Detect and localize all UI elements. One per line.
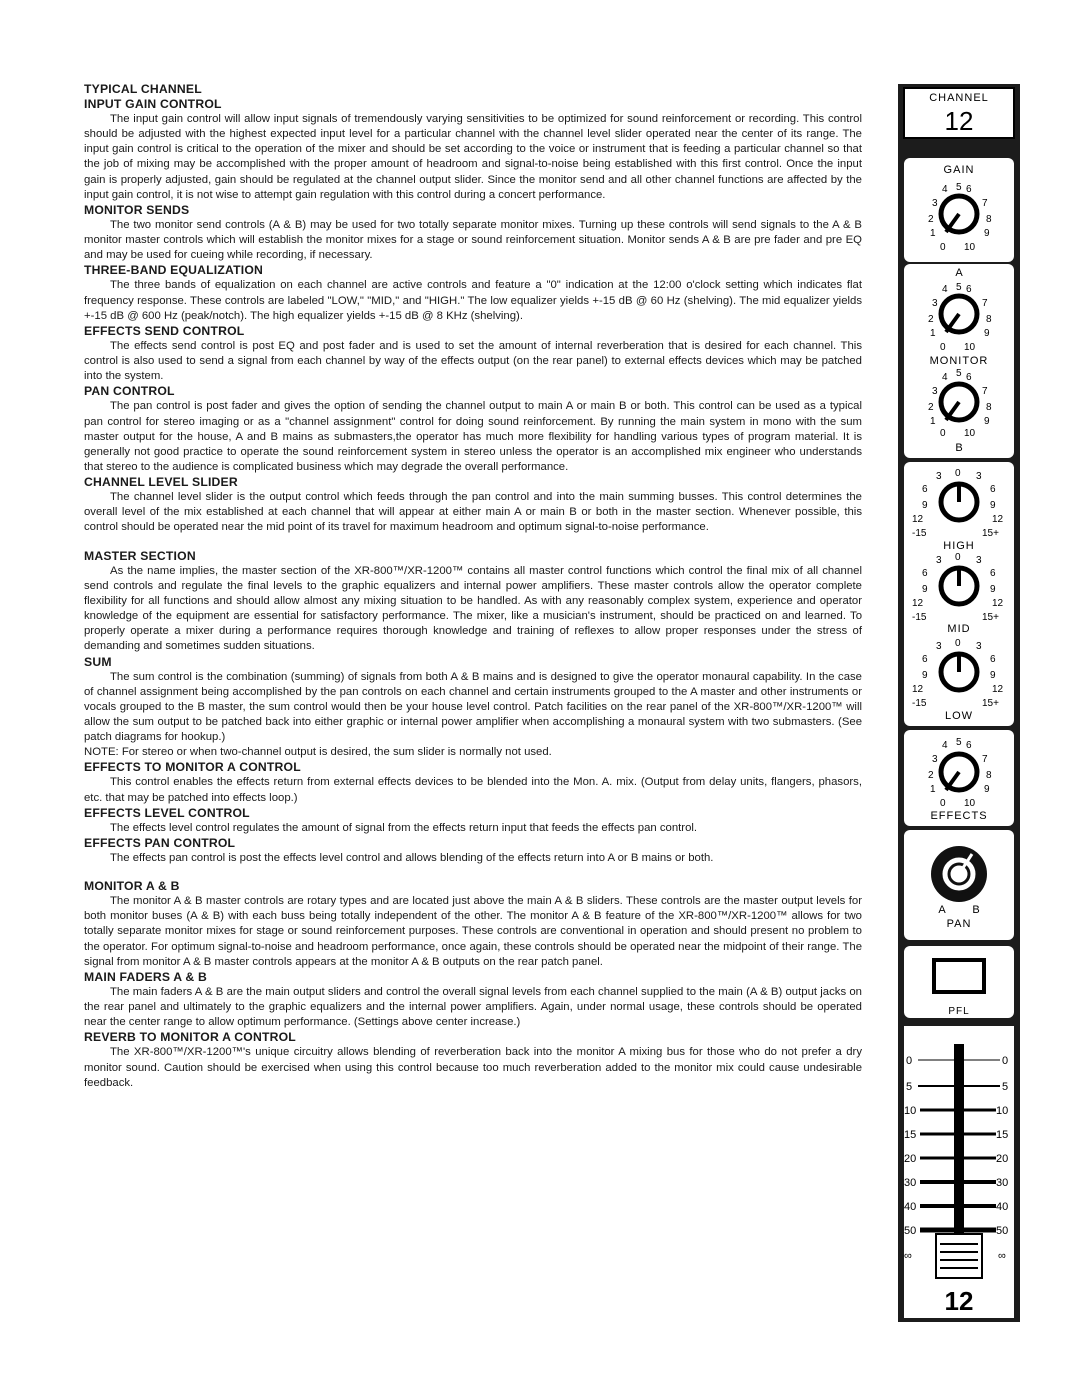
fader-cap [936, 1234, 982, 1278]
svg-text:3: 3 [936, 471, 942, 482]
svg-text:8: 8 [986, 314, 992, 325]
svg-text:4: 4 [942, 372, 948, 383]
section-heading: MONITOR SENDS [84, 202, 190, 217]
pfl-button [934, 960, 984, 992]
master-section [84, 549, 862, 867]
svg-text:20: 20 [904, 1153, 917, 1165]
svg-text:9: 9 [984, 784, 990, 795]
svg-text:6: 6 [922, 568, 928, 579]
svg-text:3: 3 [976, 471, 982, 482]
section-body: The monitor A & B master controls are rotary types and are located just above the main A & B sliders. These controls are the master output levels for both monitor buses (A & B) with each buss being totally independent of the other. The monitor A & B feature of the XR-800™/XR-1200™ allows for two totally separate monitor mixes for stage or sound reinforcement purposes. These controls are conventional in operation and should present no problem to the operator. For optimum signal-to-noise and headroom performance, once again, these controls should be operated near the midpoint of their range. The signal from monitor A & B master controls appears at the monitor A & B outputs on the rear patch panel. [84, 895, 862, 968]
section-heading: EFFECTS PAN CONTROL [84, 835, 236, 850]
svg-text:15: 15 [996, 1129, 1009, 1141]
svg-text:15+: 15+ [982, 528, 999, 539]
svg-text:12: 12 [992, 514, 1004, 525]
svg-text:12: 12 [912, 598, 924, 609]
svg-text:5: 5 [956, 737, 962, 748]
svg-text:3: 3 [976, 555, 982, 566]
svg-text:3: 3 [932, 386, 938, 397]
section-heading: SUM [84, 654, 112, 669]
section-body: The pan control is post fader and gives the option of sending the channel output to main A or main B or both. This control can be used as a typical pan control for stereo imaging or as a "channel assignment" control for doing sound reinforcement. By running the main system in mono with the sum master output for the house, A and B mains as submasters,the operator has much more flexibility for handling various types of program material. It is generally not good practice to operate the sound reinforcement system in stereo unless the operator is an accomplished mix engineer who understands that stereo to the audience is complicated business which may degrade the overall performance. [84, 400, 862, 473]
section-heading: EFFECTS LEVEL CONTROL [84, 805, 250, 820]
svg-text:10: 10 [964, 342, 976, 353]
svg-text:5: 5 [1002, 1081, 1009, 1093]
svg-text:0: 0 [940, 798, 946, 809]
svg-text:6: 6 [990, 654, 996, 665]
svg-text:3: 3 [976, 641, 982, 652]
svg-text:10: 10 [904, 1105, 917, 1117]
channel-number: 12 [944, 106, 974, 136]
svg-text:40: 40 [996, 1201, 1009, 1213]
svg-text:3: 3 [932, 198, 938, 209]
svg-text:50: 50 [996, 1225, 1009, 1237]
section-body: This control enables the effects return from external effects devices to be blended into the Mon. A. mix. (Output from delay units, flangers, phasors, etc. that may be patched into effects loop.) [84, 776, 862, 804]
svg-text:6: 6 [966, 284, 972, 295]
svg-text:1: 1 [930, 228, 936, 239]
section-heading: THREE-BAND EQUALIZATION [84, 263, 264, 278]
svg-text:0: 0 [940, 342, 946, 353]
bottom-channel-number: 12 [944, 1286, 974, 1316]
svg-text:-15: -15 [912, 528, 927, 539]
svg-text:15: 15 [904, 1129, 917, 1141]
svg-text:5: 5 [956, 282, 962, 293]
svg-text:40: 40 [904, 1201, 917, 1213]
svg-text:10: 10 [964, 428, 976, 439]
monitor-label: MONITOR [929, 355, 989, 367]
svg-text:10: 10 [996, 1105, 1009, 1117]
section-body: The effects send control is post EQ and post fader and is used to set the amount of internal reverberation that is desired for each channel. This control is also used to send a signal from each channel by way of the effects output (on the rear panel) to external effects devices which may be patched into the system. [84, 339, 862, 383]
section-heading: CHANNEL LEVEL SLIDER [84, 475, 238, 490]
svg-text:30: 30 [996, 1177, 1009, 1189]
svg-text:6: 6 [990, 568, 996, 579]
svg-text:3: 3 [936, 641, 942, 652]
svg-text:9: 9 [984, 416, 990, 427]
svg-text:2: 2 [928, 314, 934, 325]
section-heading: TYPICAL CHANNEL [84, 82, 202, 96]
svg-text:6: 6 [966, 184, 972, 195]
svg-text:5: 5 [956, 182, 962, 193]
low-label: LOW [944, 710, 974, 722]
section-heading: MONITOR A & B [84, 879, 180, 894]
svg-text:6: 6 [966, 740, 972, 751]
svg-text:10: 10 [964, 798, 976, 809]
svg-text:9: 9 [922, 584, 928, 595]
svg-text:1: 1 [930, 784, 936, 795]
section-note: NOTE: For stereo or when two-channel output is desired, the sum slider is normally not used. [84, 746, 552, 759]
channel-strip-svg [898, 84, 1020, 1322]
svg-text:0: 0 [955, 468, 961, 479]
svg-text:∞: ∞ [904, 1250, 912, 1262]
svg-text:4: 4 [942, 284, 948, 295]
svg-text:0: 0 [940, 428, 946, 439]
svg-text:-15: -15 [912, 612, 927, 623]
svg-text:7: 7 [982, 198, 988, 209]
svg-text:12: 12 [992, 684, 1004, 695]
svg-text:30: 30 [904, 1177, 917, 1189]
svg-text:0: 0 [906, 1055, 913, 1067]
svg-text:9: 9 [984, 228, 990, 239]
svg-text:15+: 15+ [982, 698, 999, 709]
svg-text:0: 0 [940, 242, 946, 253]
svg-text:9: 9 [922, 670, 928, 681]
svg-text:3: 3 [932, 754, 938, 765]
svg-text:8: 8 [986, 402, 992, 413]
high-label: HIGH [943, 540, 975, 552]
svg-text:3: 3 [936, 555, 942, 566]
svg-text:3: 3 [932, 298, 938, 309]
fader-track [954, 1044, 964, 1260]
effects-label: EFFECTS [930, 810, 988, 822]
pan-b-label: B [972, 904, 980, 916]
svg-text:5: 5 [956, 368, 962, 379]
svg-text:50: 50 [904, 1225, 917, 1237]
section-body: The effects pan control is post the effects level control and allows blending of the effects return into A or B mains or both. [110, 851, 714, 864]
svg-text:9: 9 [990, 584, 996, 595]
svg-text:2: 2 [928, 402, 934, 413]
section-heading: INPUT GAIN CONTROL [84, 97, 222, 111]
channel-label: CHANNEL [929, 92, 989, 104]
section-heading: PAN CONTROL [84, 384, 175, 399]
svg-text:6: 6 [966, 372, 972, 383]
svg-text:20: 20 [996, 1153, 1009, 1165]
svg-text:7: 7 [982, 754, 988, 765]
svg-text:-15: -15 [912, 698, 927, 709]
svg-text:15+: 15+ [982, 612, 999, 623]
section-heading: REVERB TO MONITOR A CONTROL [84, 1030, 296, 1045]
svg-text:1: 1 [930, 328, 936, 339]
svg-text:0: 0 [955, 638, 961, 649]
pan-label: PAN [946, 918, 972, 930]
section-heading: MAIN FADERS A & B [84, 969, 208, 984]
svg-text:9: 9 [990, 670, 996, 681]
svg-text:∞: ∞ [998, 1250, 1006, 1262]
pan-a-label: A [938, 904, 946, 916]
svg-text:10: 10 [964, 242, 976, 253]
monitor-a-label: A [955, 267, 963, 279]
section-body: The main faders A & B are the main output sliders and control the overall signal levels from each channel supplied to the main (A & B) output jacks on the rear panel and ultimately to the graphic equalizers and the internal power amplifiers. Again, under normal usage, these controls should be operated near the center range to allow optimum performance. (Settings above center increase.) [84, 985, 862, 1029]
monitor-b-label: B [955, 442, 963, 454]
section-body: The effects level control regulates the amount of signal from the effects return input that feeds the effects pan control. [110, 821, 698, 834]
svg-text:12: 12 [992, 598, 1004, 609]
svg-text:6: 6 [922, 484, 928, 495]
svg-text:0: 0 [1002, 1055, 1009, 1067]
svg-text:9: 9 [990, 500, 996, 511]
svg-text:12: 12 [912, 684, 924, 695]
section-body: The sum control is the combination (summing) of signals from both A & B mains and is designed to give the operator monaural capability. In the case of channel assignment being accomplished by the pan controls on each channel and certain instruments grouped to the A master and other instruments or vocals grouped to the B master, the sum control would then be your house level control. Patch facilities on the rear panel of the XR-800™/XR-1200™ will allow the sum output to be patched back into either graphic or internal power amplifier when accomplishing a monaural system with two submasters. (See patch diagrams for hookup.) [84, 670, 862, 744]
svg-text:12: 12 [912, 514, 924, 525]
svg-text:5: 5 [906, 1081, 913, 1093]
section-heading: EFFECTS SEND CONTROL [84, 323, 245, 338]
section-body: The XR-800™/XR-1200™'s unique circuitry allows blending of reverberation back into the monitor A mixing bus for those who do not prefer a dry monitor sound. Caution should be exercised when using this control because too much reverberation added to the monitor mix could cause undesirable feedback. [84, 1046, 862, 1089]
svg-text:2: 2 [928, 770, 934, 781]
svg-text:8: 8 [986, 770, 992, 781]
section-body: As the name implies, the master section of the XR-800™/XR-1200™ contains all master control functions which control the final mix of all channel send controls and regulate the final levels to the graphic equalizers and internal power amplifiers. These master controls allow the operator complete flexibility for all functions and should allow almost any mixing situation to be handled. As with any reasonably complex system, experience and operator knowledge of the equipment are essential for satisfactory performance. The mixer, like a musician's instrument, should be practiced on and learned. To properly operate a mixer during a performance requires thorough knowledge and training of reflexes to allow proper responses under the stress of demanding and sometimes sudden situations. [84, 564, 862, 653]
svg-text:9: 9 [984, 328, 990, 339]
monitor-section [84, 879, 862, 1091]
svg-text:4: 4 [942, 184, 948, 195]
svg-text:1: 1 [930, 416, 936, 427]
svg-text:6: 6 [990, 484, 996, 495]
text-column [84, 82, 862, 1091]
gain-label: GAIN [943, 164, 975, 176]
section-heading: EFFECTS TO MONITOR A CONTROL [84, 760, 301, 775]
section-body: The input gain control will allow input signals of tremendously varying sensitivities to be optimized for sound reinforcement or recording. This control should be adjusted with the highest expected input level for a particular channel with the channel level slider operated near the center of its range. The input gain control is critical to the operation of the mixer and should be set according to the voice or instrument that is feeding a particular channel so that the job of mixing may be accomplished with the proper amount of headroom and signal-to-noise being established with this first control. Once the input gain is properly adjusted, gain should be regulated at the channel output slider. Since the monitor send and all other channel functions are affected by the input gain control, it is not wise to attempt gain regulation with this control during a concert performance. [84, 113, 862, 201]
channel-strip-illustration [898, 84, 1020, 1322]
section-body: The two monitor send controls (A & B) may be used for two totally separate monitor mixes. Turning up these controls will send signals to the A & B monitor master controls which will establish the monitor mixes for a stage or sound reinforcement situation. Monitor sends A & B are pre fader and pre EQ and may be used for cueing while recording, if necessary. [84, 218, 862, 262]
section-body: The channel level slider is the output control which feeds through the pan control and into the main summing busses. This control determines the overall level of the mix established at each channel that will appear at either main A or main B or both in the master section. Whenever possible, this control should be operated near the mid point of its travel for maximum headroom and optimum signal-to-noise performance. [84, 491, 862, 534]
section-heading: MASTER SECTION [84, 548, 196, 563]
svg-text:7: 7 [982, 298, 988, 309]
svg-text:7: 7 [982, 386, 988, 397]
svg-text:6: 6 [922, 654, 928, 665]
pan-knob [931, 846, 987, 902]
svg-text:4: 4 [942, 740, 948, 751]
svg-text:2: 2 [928, 214, 934, 225]
svg-text:9: 9 [922, 500, 928, 511]
svg-text:0: 0 [955, 552, 961, 563]
section-body: The three bands of equalization on each channel are active controls and feature a "0" indication at the 12:00 o'clock setting which indicates flat frequency response. These controls are labeled "LOW," "MID," and "HIGH." The low equalizer yields +-15 dB @ 60 Hz (shelving). The mid equalizer yields +-15 dB @ 600 Hz (peak/notch). The high equalizer yields +-15 dB @ 8 KHz (shelving). [84, 279, 862, 322]
typical-channel-section [84, 82, 862, 536]
mid-label: MID [947, 623, 971, 635]
pfl-label: PFL [948, 1006, 970, 1017]
svg-text:8: 8 [986, 214, 992, 225]
